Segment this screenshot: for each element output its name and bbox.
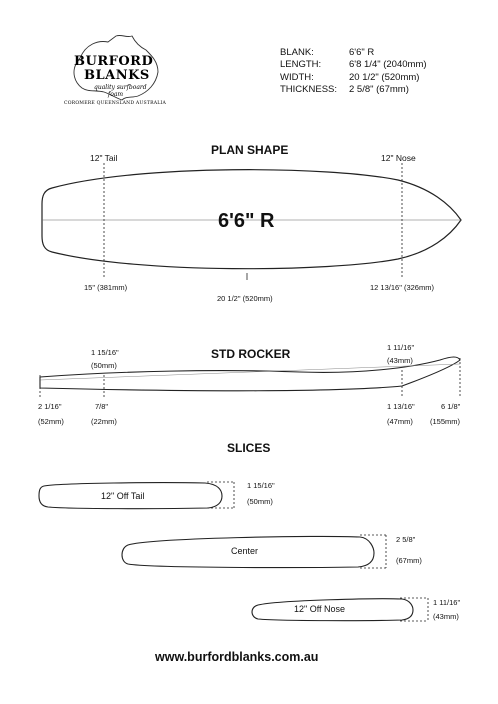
slice-tail-thickness-mm: (50mm) <box>247 497 273 506</box>
rocker-nose-end-in: 6 1/8" <box>441 402 461 411</box>
website-url[interactable]: www.burfordblanks.com.au <box>155 650 319 664</box>
rocker-nose-12-in: 1 13/16" <box>387 402 415 411</box>
center-width-label: 20 1/2" (520mm) <box>217 294 273 303</box>
tail-marker-label: 12" Tail <box>90 153 118 163</box>
logo-word-blanks: BLANKS <box>84 68 150 83</box>
logo-tagline-1: quality surfboard <box>94 84 147 91</box>
slice-nose-thickness-in: 1 11/16" <box>433 598 461 607</box>
spec-value-length: 6'8 1/4" (2040mm) <box>349 59 427 71</box>
rocker-tail-end-mm: (52mm) <box>38 417 64 426</box>
spec-key-length: LENGTH: <box>280 59 322 71</box>
rocker-nose-end-mm: (155mm) <box>430 417 461 426</box>
tail-width-label: 15" (381mm) <box>84 283 128 292</box>
logo-word-burford: BURFORD <box>74 54 154 69</box>
rocker-tail-12-mm: (22mm) <box>91 417 117 426</box>
spec-value-blank: 6'6" R <box>349 47 375 58</box>
slice-tail-label: 12" Off Tail <box>101 491 145 501</box>
rocker-tail-end-in: 2 1/16" <box>38 402 62 411</box>
logo-location: COROMERE QUEENSLAND AUSTRALIA <box>64 101 167 106</box>
rocker-nose-top-in: 1 11/16" <box>387 343 415 352</box>
spec-value-width: 20 1/2" (520mm) <box>349 71 420 83</box>
slice-nose-label: 12" Off Nose <box>294 604 346 614</box>
spec-key-width: WIDTH: <box>280 71 314 83</box>
slice-center-label: Center <box>231 546 259 556</box>
rocker-nose-top-mm: (43mm) <box>387 356 413 365</box>
spec-key-thickness: THICKNESS: <box>280 84 338 96</box>
plan-shape-heading: PLAN SHAPE <box>211 143 289 157</box>
specs-keys <box>280 47 337 97</box>
slice-center-thickness-in: 2 5/8" <box>396 535 416 544</box>
spec-key-blank: BLANK: <box>280 47 314 58</box>
slice-nose-thickness-mm: (43mm) <box>433 612 459 621</box>
slices-heading: SLICES <box>227 441 271 455</box>
rocker-tail-top-in: 1 15/16" <box>91 348 119 357</box>
slice-center-thickness-mm: (67mm) <box>396 556 422 565</box>
rocker-tail-12-in: 7/8" <box>95 402 109 411</box>
rocker-tail-top-mm: (50mm) <box>91 361 117 370</box>
nose-marker-label: 12" Nose <box>381 153 416 163</box>
board-name: 6'6" R <box>218 210 275 232</box>
rocker-heading: STD ROCKER <box>211 347 291 361</box>
nose-width-label: 12 13/16" (326mm) <box>370 283 434 292</box>
spec-value-thickness: 2 5/8" (67mm) <box>349 84 409 96</box>
specs-values <box>349 47 427 97</box>
burford-blanks-logo <box>62 34 166 108</box>
logo-tagline-2: foam <box>108 91 124 98</box>
slice-tail-thickness-in: 1 15/16" <box>247 481 275 490</box>
rocker-nose-12-mm: (47mm) <box>387 417 413 426</box>
